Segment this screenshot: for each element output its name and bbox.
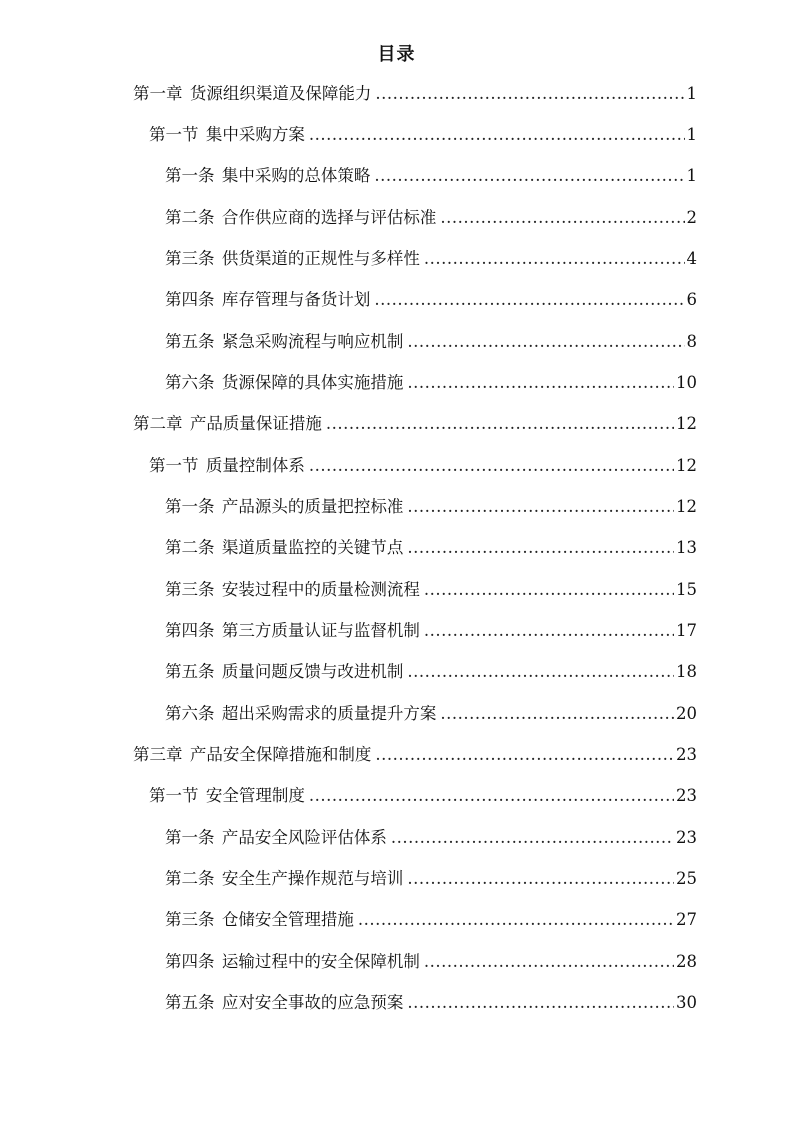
toc-entry-label: 产品安全风险评估体系 [221, 828, 387, 847]
toc-entry[interactable] [165, 617, 697, 645]
toc-title: 目录 [377, 44, 416, 65]
toc-entry[interactable] [133, 80, 697, 108]
toc-page-number: 12 [676, 456, 697, 475]
toc-entry-number: 第五条 [165, 662, 215, 681]
toc-entry-text [165, 700, 436, 728]
toc-leader-dots [407, 989, 674, 1017]
toc-page-number: 20 [676, 704, 697, 723]
toc-entry[interactable] [165, 576, 697, 604]
toc-entry-number: 第三条 [165, 580, 215, 599]
toc-leader-dots [407, 493, 674, 521]
toc-entry[interactable] [165, 162, 697, 190]
toc-entry[interactable] [149, 452, 697, 480]
toc-entry[interactable] [133, 410, 697, 438]
toc-entry-label: 仓储安全管理措施 [221, 910, 354, 929]
toc-entry-number: 第三条 [165, 249, 215, 268]
toc-entry-label: 质量问题反馈与改进机制 [221, 662, 404, 681]
toc-page-number: 10 [676, 373, 697, 392]
toc-entry-text [165, 204, 436, 232]
toc-entry[interactable] [165, 204, 697, 232]
toc-page-number: 30 [676, 993, 697, 1012]
toc-entry[interactable] [165, 989, 697, 1017]
toc-leader-dots [440, 204, 684, 232]
toc-leader-dots [407, 369, 674, 397]
toc-entry-number: 第一条 [165, 166, 215, 185]
toc-entry-text [149, 782, 305, 810]
toc-leader-dots [309, 782, 674, 810]
toc-entry-text [149, 452, 305, 480]
toc-page-number: 17 [676, 621, 697, 640]
toc-entry-label: 渠道质量监控的关键节点 [221, 538, 404, 557]
toc-entry-number: 第一节 [149, 456, 199, 475]
toc-leader-dots [374, 286, 684, 314]
toc-entry-text [133, 741, 371, 769]
toc-leader-dots [424, 617, 674, 645]
toc-entry-number: 第二条 [165, 869, 215, 888]
toc-page-number: 18 [676, 662, 697, 681]
toc-leader-dots [375, 741, 674, 769]
toc-leader-dots [407, 328, 684, 356]
toc-entry-label: 集中采购方案 [205, 125, 305, 144]
toc-entry-label: 安全管理制度 [205, 786, 305, 805]
toc-page-number: 15 [676, 580, 697, 599]
toc-entry-label: 安全生产操作规范与培训 [221, 869, 404, 888]
toc-entry-label: 安装过程中的质量检测流程 [221, 580, 420, 599]
toc-entry-number: 第六条 [165, 373, 215, 392]
toc-leader-dots [424, 948, 674, 976]
toc-entry-number: 第六条 [165, 704, 215, 723]
toc-entry-label: 供货渠道的正规性与多样性 [221, 249, 420, 268]
toc-page-number: 13 [676, 538, 697, 557]
toc-entry-label: 质量控制体系 [205, 456, 305, 475]
toc-entry-number: 第一条 [165, 497, 215, 516]
toc-page-number: 1 [686, 166, 697, 185]
toc-entry[interactable] [149, 121, 697, 149]
toc-leader-dots [407, 865, 674, 893]
toc-entry-text [165, 948, 420, 976]
toc-entry-text [149, 121, 305, 149]
toc-page-number: 1 [686, 125, 697, 144]
toc-entry-text [165, 162, 370, 190]
toc-entry-text [165, 534, 403, 562]
toc-entry-label: 产品安全保障措施和制度 [189, 745, 372, 764]
toc-entry-text [165, 493, 403, 521]
toc-page-number: 2 [686, 208, 697, 227]
toc-page-number: 23 [676, 745, 697, 764]
toc-entry-number: 第三章 [133, 745, 183, 764]
toc-entry-label: 集中采购的总体策略 [221, 166, 371, 185]
toc-entry-text [165, 989, 403, 1017]
toc-leader-dots [375, 80, 684, 108]
toc-entry[interactable] [165, 865, 697, 893]
toc-entry-number: 第四条 [165, 952, 215, 971]
toc-entry-text [165, 906, 354, 934]
toc-page-number: 23 [676, 786, 697, 805]
toc-leader-dots [326, 410, 674, 438]
toc-entry-label: 应对安全事故的应急预案 [221, 993, 404, 1012]
toc-page-number: 8 [686, 332, 697, 351]
toc-entry-label: 运输过程中的安全保障机制 [221, 952, 420, 971]
toc-leader-dots [424, 245, 685, 273]
toc-page-number: 6 [686, 290, 697, 309]
toc-entry-number: 第四条 [165, 621, 215, 640]
toc-page-number: 28 [676, 952, 697, 971]
toc-entry[interactable] [165, 700, 697, 728]
toc-entry-text [165, 576, 420, 604]
toc-entry[interactable] [149, 782, 697, 810]
toc-entry[interactable] [165, 286, 697, 314]
toc-entry[interactable] [165, 948, 697, 976]
toc-entry-text [165, 865, 403, 893]
toc-page-number: 12 [676, 497, 697, 516]
toc-entry-label: 货源保障的具体实施措施 [221, 373, 404, 392]
toc-entry-number: 第三条 [165, 910, 215, 929]
toc-entry-text [165, 658, 403, 686]
toc-entry-text [165, 328, 403, 356]
toc-entry-label: 产品质量保证措施 [189, 414, 322, 433]
toc-page-number: 4 [686, 249, 697, 268]
toc-entry-text [165, 617, 420, 645]
toc-entry[interactable] [165, 534, 697, 562]
toc-entry-number: 第二章 [133, 414, 183, 433]
toc-page-number: 23 [676, 828, 697, 847]
toc-leader-dots [358, 906, 674, 934]
toc-leader-dots [407, 534, 674, 562]
toc-leader-dots [424, 576, 674, 604]
toc-page-number: 25 [676, 869, 697, 888]
toc-entry-number: 第一条 [165, 828, 215, 847]
toc-leader-dots [309, 452, 674, 480]
toc-entry-number: 第二条 [165, 208, 215, 227]
toc-entry-label: 库存管理与备货计划 [221, 290, 371, 309]
toc-entry-label: 产品源头的质量把控标准 [221, 497, 404, 516]
toc-entry-text [133, 80, 371, 108]
toc-entry-number: 第一节 [149, 786, 199, 805]
toc-entry-label: 超出采购需求的质量提升方案 [221, 704, 437, 723]
toc-entry-number: 第四条 [165, 290, 215, 309]
toc-leader-dots [407, 658, 674, 686]
toc-entry-number: 第五条 [165, 993, 215, 1012]
toc-entry-text [165, 369, 403, 397]
toc-entry-text [165, 245, 420, 273]
toc-entry[interactable] [165, 658, 697, 686]
toc-entry-number: 第五条 [165, 332, 215, 351]
toc-page-number: 12 [676, 414, 697, 433]
toc-entry-label: 紧急采购流程与响应机制 [221, 332, 404, 351]
toc-entry-number: 第一节 [149, 125, 199, 144]
toc-entry[interactable] [165, 906, 697, 934]
toc-leader-dots [391, 824, 674, 852]
toc-entry[interactable] [165, 493, 697, 521]
toc-leader-dots [440, 700, 674, 728]
toc-leader-dots [309, 121, 685, 149]
toc-entry-number: 第一章 [133, 84, 183, 103]
toc-entry[interactable] [165, 245, 697, 273]
toc-entry-text [165, 824, 387, 852]
toc-page-number: 27 [676, 910, 697, 929]
toc-entry-text [165, 286, 370, 314]
toc-leader-dots [374, 162, 684, 190]
toc-entry[interactable] [133, 741, 697, 769]
toc-entry-label: 第三方质量认证与监督机制 [221, 621, 420, 640]
toc-entry-text [133, 410, 322, 438]
toc-entry[interactable] [165, 328, 697, 356]
toc-entry-number: 第二条 [165, 538, 215, 557]
toc-entry[interactable] [165, 369, 697, 397]
toc-entry[interactable] [165, 824, 697, 852]
toc-entry-label: 货源组织渠道及保障能力 [189, 84, 372, 103]
toc-entry-label: 合作供应商的选择与评估标准 [221, 208, 437, 227]
toc-page-number: 1 [686, 84, 697, 103]
